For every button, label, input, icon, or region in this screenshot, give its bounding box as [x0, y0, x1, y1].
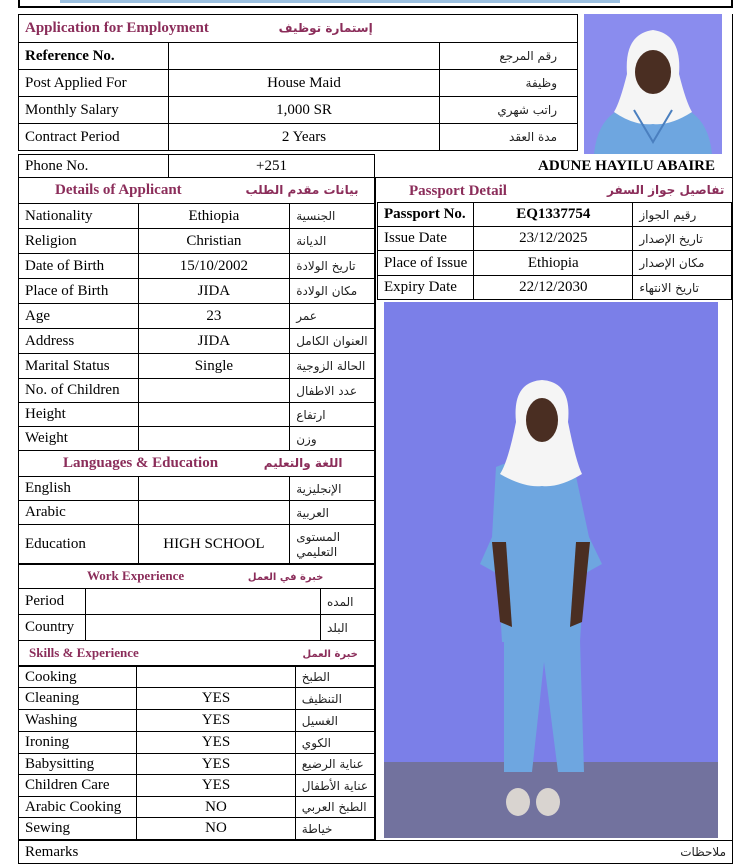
passport-row-label: Issue Date: [378, 227, 474, 251]
skill-row-label: Washing: [19, 710, 137, 732]
passport-header-en: Passport Detail: [409, 183, 507, 199]
applicant-row-value: [138, 379, 290, 403]
applicant-row-value: 15/10/2002: [138, 254, 290, 279]
passport-table: [377, 202, 732, 300]
work-experience-table: [18, 563, 375, 666]
skills-header: [19, 641, 375, 666]
form-title: [19, 15, 578, 43]
work-header: [19, 564, 375, 589]
applicant-row-label: No. of Children: [19, 379, 139, 403]
applicant-details-table: [18, 177, 375, 565]
applicant-row-value: [138, 427, 290, 451]
passport-header: [375, 177, 733, 203]
applicant-row-label-ar: الجنسية: [290, 204, 375, 229]
contract-value: 2 Years: [169, 124, 440, 151]
work-row-value: [86, 615, 321, 641]
applicant-portrait-photo: [584, 14, 722, 154]
form-title-en: Application for Employment: [25, 20, 209, 36]
skill-row-value: YES: [137, 688, 296, 710]
applicant-row-label: Date of Birth: [19, 254, 139, 279]
reference-value: [169, 43, 440, 70]
skill-row-value: NO: [137, 818, 296, 840]
skill-row-label: Children Care: [19, 775, 137, 797]
applicant-row-label: Marital Status: [19, 354, 139, 379]
education-value: HIGH SCHOOL: [138, 525, 290, 565]
applicant-row-label-ar: وزن: [290, 427, 375, 451]
passport-row-label-ar: مكان الإصدار: [633, 251, 732, 276]
applicant-row-value: Christian: [138, 229, 290, 254]
post-label-ar: وظيفة: [440, 70, 578, 97]
language-row-label: English: [19, 477, 139, 501]
skill-row-label: Cleaning: [19, 688, 137, 710]
skill-row-label-ar: الطبخ: [295, 667, 374, 688]
work-row-value: [86, 589, 321, 615]
skills-header-ar: خبرة العمل: [302, 648, 358, 660]
applicant-row-value: 23: [138, 304, 290, 329]
passport-row-label: Passport No.: [378, 203, 474, 227]
applicant-row-label: Nationality: [19, 204, 139, 229]
work-row-label-ar: البلد: [321, 615, 375, 641]
work-row-label: Period: [19, 589, 86, 615]
applicant-row-label: Weight: [19, 427, 139, 451]
education-label: Education: [19, 525, 139, 565]
applicant-header-en: Details of Applicant: [55, 182, 182, 198]
passport-row-label: Expiry Date: [378, 276, 474, 300]
applicant-row-label-ar: ارتفاع: [290, 403, 375, 427]
post-label: Post Applied For: [19, 70, 169, 97]
work-row-label: Country: [19, 615, 86, 641]
skill-row-label: Cooking: [19, 667, 137, 688]
education-label-ar: المستوى التعليمي: [290, 525, 375, 565]
phone-value: +251: [169, 155, 375, 178]
work-header-ar: خبرة في العمل: [247, 571, 324, 583]
skill-row-value: YES: [137, 732, 296, 754]
skill-row-value: YES: [137, 775, 296, 797]
passport-header-ar: تفاصيل جواز السفر: [607, 183, 725, 197]
applicant-row-value: Single: [138, 354, 290, 379]
reference-label: Reference No.: [19, 43, 169, 70]
skill-row-value: YES: [137, 710, 296, 732]
language-row-value: [138, 477, 290, 501]
passport-row-label-ar: تاريخ الإصدار: [633, 227, 732, 251]
skill-row-label-ar: الكوي: [295, 732, 374, 754]
applicant-row-label: Religion: [19, 229, 139, 254]
skill-row-value: YES: [137, 754, 296, 775]
applicant-row-label: Age: [19, 304, 139, 329]
reference-label-ar: رقم المرجع: [440, 43, 578, 70]
post-value: House Maid: [169, 70, 440, 97]
languages-header-ar: اللغة والتعليم: [263, 456, 343, 470]
applicant-row-label: Height: [19, 403, 139, 427]
language-row-label: Arabic: [19, 501, 139, 525]
skill-row-label: Ironing: [19, 732, 137, 754]
applicant-row-value: Ethiopia: [138, 204, 290, 229]
phone-label: Phone No.: [19, 155, 169, 178]
top-info-table: [18, 14, 578, 151]
passport-row-label: Place of Issue: [378, 251, 474, 276]
applicant-header: [19, 178, 375, 204]
skill-row-label-ar: عناية الرضيع: [295, 754, 374, 775]
applicant-header-ar: بيانات مقدم الطلب: [245, 183, 359, 197]
applicant-row-label: Address: [19, 329, 139, 354]
applicant-row-value: JIDA: [138, 329, 290, 354]
skill-row-label-ar: الغسيل: [295, 710, 374, 732]
passport-row-value: Ethiopia: [474, 251, 633, 276]
skill-row-label-ar: عناية الأطفال: [295, 775, 374, 797]
passport-row-label-ar: تاريخ الانتهاء: [633, 276, 732, 300]
applicant-row-value: [138, 403, 290, 427]
skill-row-value: [137, 667, 296, 688]
work-row-label-ar: المده: [321, 589, 375, 615]
languages-header-en: Languages & Education: [63, 455, 219, 471]
applicant-row-label-ar: عدد الاطفال: [290, 379, 375, 403]
contract-label: Contract Period: [19, 124, 169, 151]
salary-label: Monthly Salary: [19, 97, 169, 124]
top-border-strip: [18, 0, 733, 8]
applicant-full-body-photo: [384, 302, 718, 838]
form-title-ar: إستمارة توظيف: [278, 21, 373, 35]
applicant-row-label-ar: تاريخ الولادة: [290, 254, 375, 279]
remarks-table: [18, 840, 733, 864]
passport-row-value: EQ1337754: [474, 203, 633, 227]
applicant-row-value: JIDA: [138, 279, 290, 304]
language-row-label-ar: العربية: [290, 501, 375, 525]
contract-label-ar: مدة العقد: [440, 124, 578, 151]
skill-row-label: Sewing: [19, 818, 137, 840]
skills-table: [18, 666, 375, 840]
salary-label-ar: راتب شهري: [440, 97, 578, 124]
middle-divider-line: [375, 177, 376, 840]
applicant-row-label-ar: الديانة: [290, 229, 375, 254]
passport-row-label-ar: رقيم الجواز: [633, 203, 732, 227]
applicant-name: ADUNE HAYILU ABAIRE: [538, 158, 715, 174]
work-header-en: Work Experience: [87, 567, 185, 583]
applicant-row-label-ar: مكان الولادة: [290, 279, 375, 304]
skill-row-label-ar: الطبخ العربي: [295, 797, 374, 818]
skill-row-value: NO: [137, 797, 296, 818]
remarks-label-ar: ملاحظات: [397, 841, 732, 864]
language-row-value: [138, 501, 290, 525]
languages-header: [19, 451, 375, 477]
phone-table: [18, 154, 375, 178]
salary-value: 1,000 SR: [169, 97, 440, 124]
language-row-label-ar: الإنجليزية: [290, 477, 375, 501]
remarks-label: Remarks: [19, 841, 398, 864]
passport-row-value: 23/12/2025: [474, 227, 633, 251]
applicant-row-label-ar: عمر: [290, 304, 375, 329]
skills-header-en: Skills & Experience: [29, 644, 139, 660]
applicant-row-label-ar: الحالة الزوجية: [290, 354, 375, 379]
skill-row-label-ar: التنظيف: [295, 688, 374, 710]
skill-row-label-ar: خياطة: [295, 818, 374, 840]
passport-row-value: 22/12/2030: [474, 276, 633, 300]
right-border-line: [732, 14, 733, 840]
applicant-row-label-ar: العنوان الكامل: [290, 329, 375, 354]
skill-row-label: Babysitting: [19, 754, 137, 775]
applicant-row-label: Place of Birth: [19, 279, 139, 304]
skill-row-label: Arabic Cooking: [19, 797, 137, 818]
